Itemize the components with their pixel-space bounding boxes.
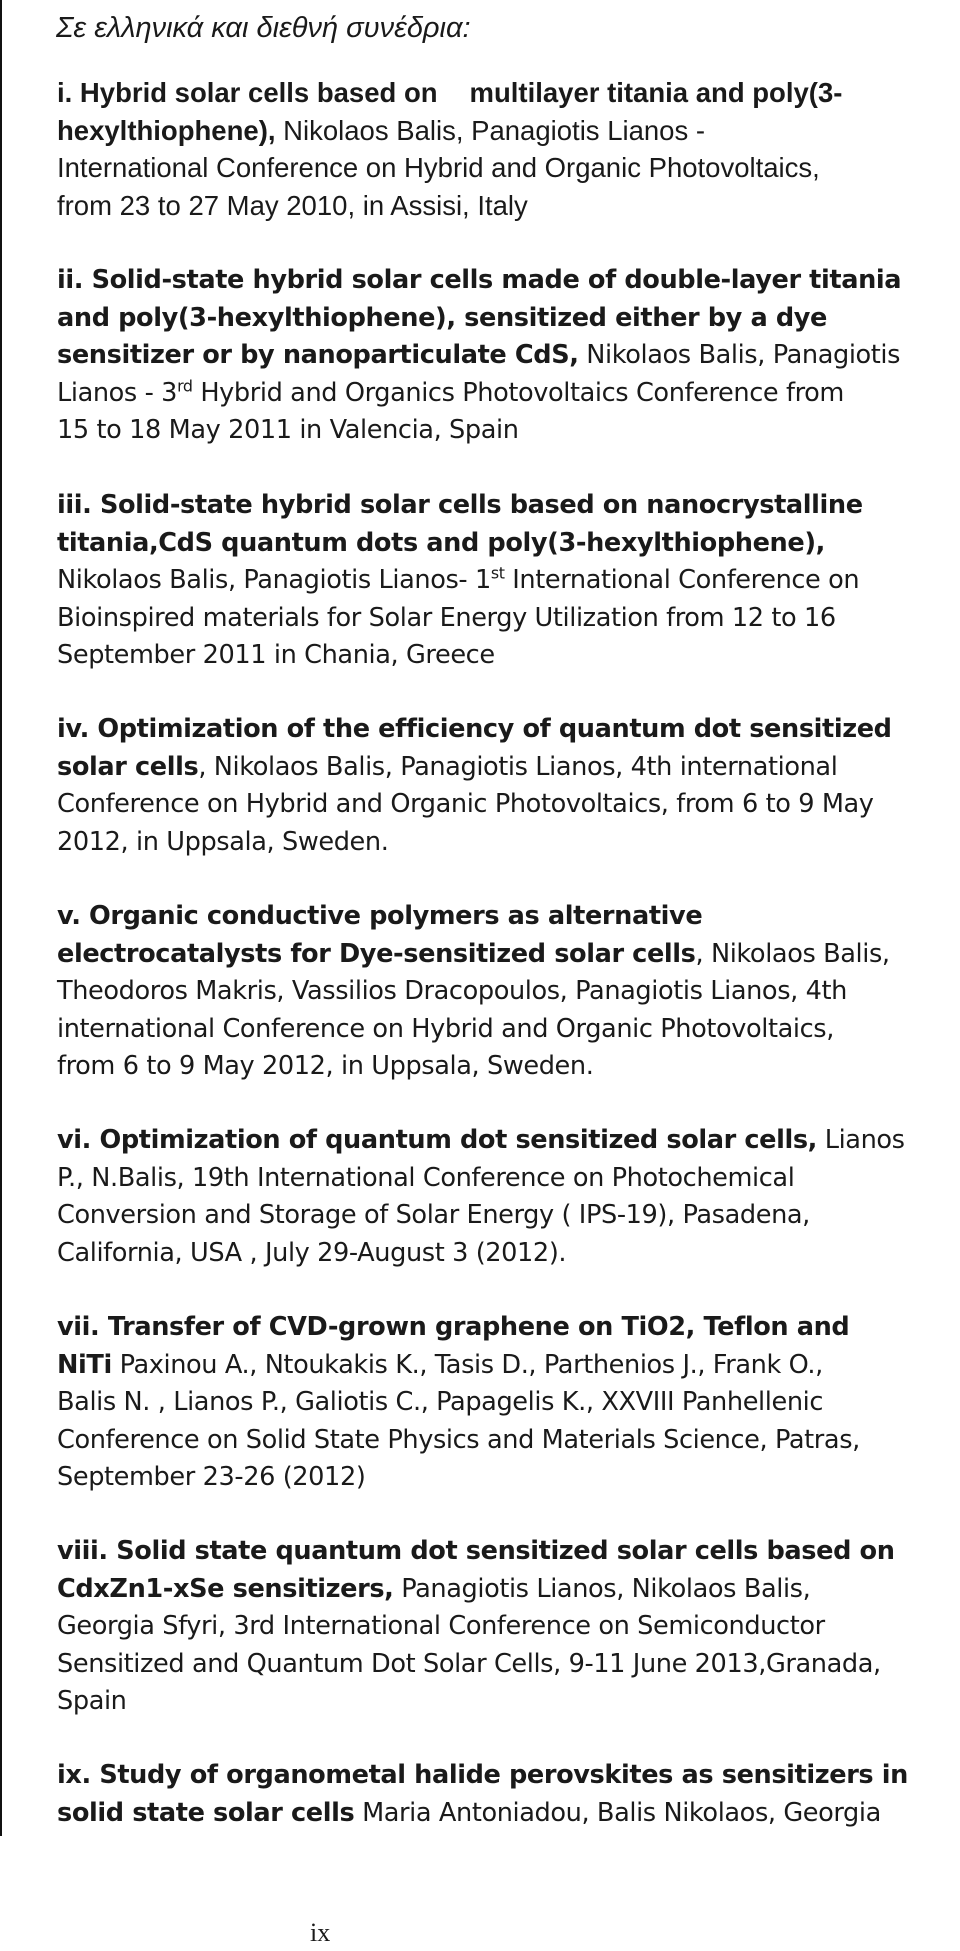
- entry-detail-text: Conversion and Storage of Solar Energy ( IPS-19), Pasadena,: [57, 1200, 810, 1230]
- entry-title-text: electrocatalysts for Dye-sensitized solar cells: [57, 938, 696, 969]
- entry-detail-text: Panagiotis Lianos, Nikolaos Balis,: [393, 1573, 811, 1604]
- entry-line: [57, 112, 952, 150]
- entry-line: [57, 1571, 952, 1609]
- entry-detail-text: 15 to 18 May 2011 in Valencia, Spain: [57, 415, 519, 445]
- entry-title-text: viii. Solid state quantum dot sensitized solar cells based on: [57, 1536, 895, 1566]
- entry-title-text: CdxZn1-xSe sensitizers,: [57, 1573, 394, 1604]
- entry-title-text: hexylthiophene),: [57, 114, 276, 146]
- conference-entry-v: [57, 898, 952, 1086]
- conference-entry-ii: [57, 262, 952, 450]
- entry-title-text: vii. Transfer of CVD-grown graphene on TiO2, Teflon and: [57, 1312, 850, 1342]
- entry-title-text: ix. Study of organometal halide perovskites as sensitizers in: [57, 1760, 908, 1790]
- entry-detail-text: Nikolaos Balis, Panagiotis Lianos- 1: [57, 565, 491, 595]
- entry-line: [57, 936, 952, 974]
- entry-title-text: titania,CdS quantum dots and poly(3-hexylthiophene),: [57, 527, 825, 558]
- entry-line: [57, 898, 952, 936]
- entry-detail-text: Conference on Solid State Physics and Materials Science, Patras,: [57, 1424, 860, 1455]
- entry-line: [57, 1646, 952, 1684]
- entry-detail-text: international Conference on Hybrid and Organic Photovoltaics,: [57, 1013, 834, 1044]
- entry-detail-text: Sensitized and Quantum Dot Solar Cells, 9-11 June 2013,Granada,: [57, 1648, 881, 1679]
- entry-line: [57, 525, 952, 563]
- conference-entry-i: [57, 74, 952, 224]
- entry-detail-text: from 23 to 27 May 2010, in Assisi, Italy: [57, 189, 528, 221]
- entry-title-text: multilayer titania and poly(3-: [469, 77, 843, 108]
- entry-detail-text: Maria Antoniadou, Balis Nikolaos, Georgia: [354, 1797, 881, 1828]
- entry-detail-text: Georgia Sfyri, 3rd International Conference on Semiconductor: [57, 1611, 825, 1641]
- entry-detail-text: , Nikolaos Balis,: [695, 938, 890, 969]
- conference-entry-iv: [57, 711, 952, 861]
- entry-detail-text: , Nikolaos Balis, Panagiotis Lianos, 4th international: [198, 751, 838, 782]
- entry-detail-text: International Conference on: [504, 565, 860, 595]
- entry-detail-text: 2012, in Uppsala, Sweden.: [57, 826, 389, 857]
- entry-detail-text: Nikolaos Balis, Panagiotis Lianos -: [275, 114, 706, 146]
- entry-line: [57, 711, 952, 749]
- entry-line: [57, 187, 952, 225]
- conference-entry-vi: [57, 1122, 952, 1272]
- entry-line: [57, 375, 952, 413]
- conference-entry-iii: [57, 487, 952, 675]
- entry-detail-text: Bioinspired materials for Solar Energy Utilization from 12 to 16: [57, 602, 836, 633]
- entry-detail-text: from 6 to 9 May 2012, in Uppsala, Sweden.: [57, 1051, 594, 1081]
- entry-line: [57, 1011, 952, 1049]
- entry-line: [57, 1683, 952, 1721]
- entry-title-text: NiTi: [57, 1349, 112, 1380]
- entry-line: [57, 1757, 952, 1795]
- entry-title-text: i. Hybrid solar cells based on: [57, 77, 438, 108]
- entry-title-text: solid state solar cells: [57, 1797, 355, 1828]
- entry-line: [57, 1048, 952, 1086]
- entry-title-text: sensitizer or by nanoparticulate CdS,: [57, 340, 579, 370]
- entry-line: [57, 1235, 952, 1273]
- entry-line: [57, 337, 952, 375]
- entry-title-text: and poly(3-hexylthiophene), sensitized either by a dye: [57, 302, 828, 333]
- entry-line: [57, 487, 952, 525]
- entry-line: [57, 1608, 952, 1646]
- entry-line: [57, 262, 952, 300]
- entry-detail-text: Theodoros Makris, Vassilios Dracopoulos, Panagiotis Lianos, 4th: [57, 976, 847, 1006]
- entry-line: [57, 562, 952, 600]
- entry-line: [57, 1197, 952, 1235]
- entry-line: [57, 637, 952, 675]
- entry-detail-text: Spain: [57, 1686, 127, 1716]
- entry-title-text: vi. Optimization of quantum dot sensitized solar cells,: [57, 1125, 817, 1155]
- entry-detail-text: Balis N. , Lianos P., Galiotis C., Papagelis K., XXVIII Panhellenic: [57, 1387, 824, 1417]
- entry-detail-text: September 23-26 (2012): [57, 1462, 366, 1492]
- entry-line: [57, 1795, 952, 1833]
- conference-entry-ix: [57, 1757, 952, 1832]
- entry-line: [57, 1384, 952, 1422]
- entry-line: [57, 1160, 952, 1198]
- left-margin-rule: [0, 0, 2, 1836]
- entry-line: [57, 74, 952, 112]
- page-number: ix: [310, 1918, 331, 1947]
- entry-detail-text: Lianos - 3: [57, 377, 178, 408]
- entry-title-text: solar cells: [57, 751, 199, 782]
- entry-title-text: ii. Solid-state hybrid solar cells made of double-layer titania: [57, 265, 902, 295]
- entry-detail-text: Lianos: [816, 1125, 905, 1155]
- entry-line: [57, 1122, 952, 1160]
- entry-line: [57, 786, 952, 824]
- entry-line: [57, 824, 952, 862]
- ordinal-suffix: rd: [177, 375, 193, 395]
- entry-line: [57, 600, 952, 638]
- entry-line: [57, 412, 952, 450]
- conference-entry-vii: [57, 1309, 952, 1497]
- section-heading: Σε ελληνικά και διεθνή συνέδρια:: [56, 12, 471, 44]
- ordinal-suffix: st: [490, 563, 505, 583]
- entry-line: [57, 973, 952, 1011]
- entry-line: [57, 1309, 952, 1347]
- entry-detail-text: Conference on Hybrid and Organic Photovoltaics, from 6 to 9 May: [57, 789, 874, 819]
- entry-detail-text: California, USA , July 29-August 3 (2012).: [57, 1237, 567, 1268]
- entry-title-text: iii. Solid-state hybrid solar cells based on nanocrystalline: [57, 490, 863, 520]
- entry-line: [57, 1533, 952, 1571]
- entry-title-text: iv. Optimization of the efficiency of quantum dot sensitized: [57, 714, 892, 744]
- entry-line: [57, 149, 952, 187]
- entry-line: [57, 1422, 952, 1460]
- entry-detail-text: Paxinou A., Ntoukakis K., Tasis D., Parthenios J., Frank O.,: [111, 1349, 823, 1380]
- entry-detail-text: September 2011 in Chania, Greece: [57, 640, 495, 670]
- entry-detail-text: International Conference on Hybrid and Organic Photovoltaics,: [57, 152, 820, 183]
- entry-line: [57, 1347, 952, 1385]
- entry-detail-text: Nikolaos Balis, Panagiotis: [578, 340, 901, 370]
- entry-line: [57, 749, 952, 787]
- conference-entry-viii: [57, 1533, 952, 1721]
- entry-line: [57, 1459, 952, 1497]
- entry-title-text: v. Organic conductive polymers as alternative: [57, 901, 703, 931]
- entry-detail-text: P., N.Balis, 19th International Conference on Photochemical: [57, 1162, 795, 1193]
- entry-detail-text: Hybrid and Organics Photovoltaics Conference from: [192, 377, 844, 408]
- entry-line: [57, 300, 952, 338]
